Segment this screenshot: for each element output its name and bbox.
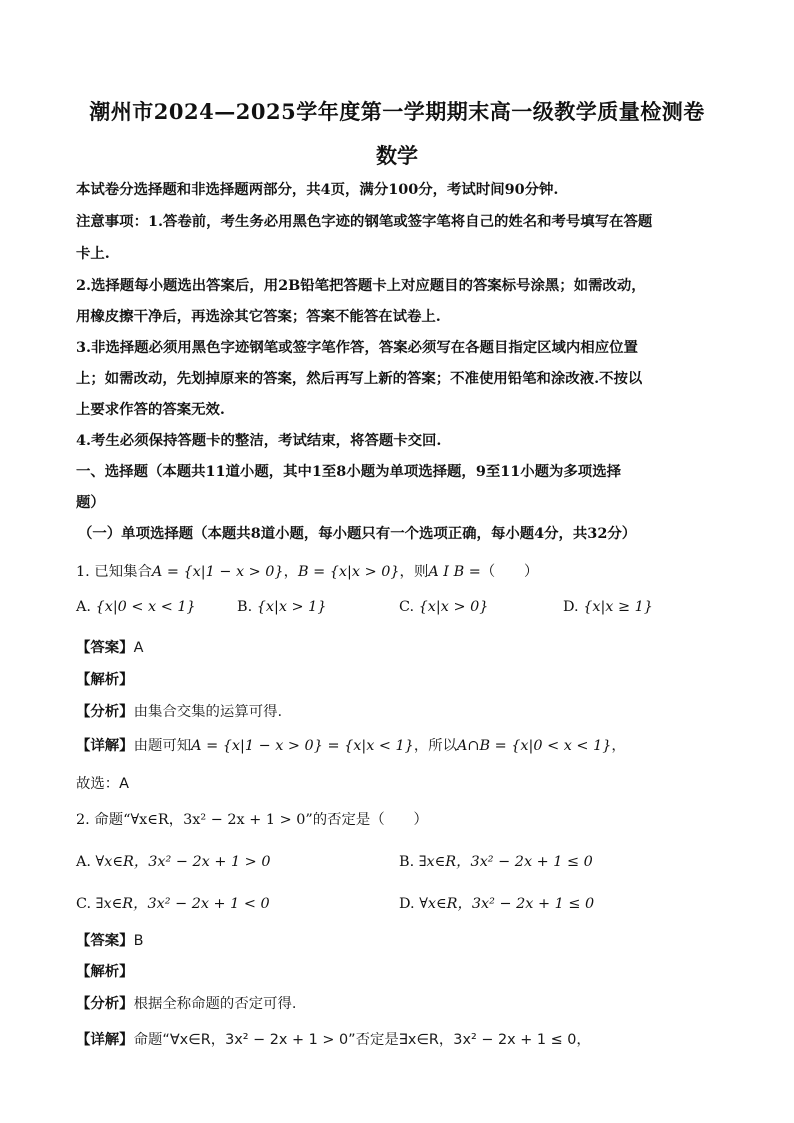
q1-fenxi [76,700,282,721]
section-heading-line-2: 题） [76,494,105,511]
note-4: 4.考生必须保持答题卡的整洁，考试结束，将答题卡交回. [76,432,442,449]
q1-detail-end: ， [611,738,626,754]
note-3-line-3: 上要求作答的答案无效. [76,401,225,418]
q1-separator: ， [283,564,298,580]
q1-analysis-label: 【解析】 [76,672,134,688]
q2-option-b [399,850,593,871]
q1-option-a [76,599,196,615]
q1-option-d [563,599,653,615]
note-2-line-1: 2.选择题每小题选出答案后，用2B铅笔把答题卡上对应题目的答案标号涂黑；如需改动， [76,277,646,294]
question-2-stem: 2. 命题“∀x∈R，3x² − 2x + 1 > 0”的否定是（ ） [76,812,428,828]
section-heading-line-1: 一、选择题（本题共11道小题，其中1至8小题为单项选择题，9至11小题为多项选择 [76,463,621,480]
q1-paren: （ ） [480,564,539,580]
sub-section-heading: （一）单项选择题（本题共8道小题，每小题只有一个选项正确，每小题4分，共32分） [78,525,637,542]
q2-answer-tag: 【答案】 [76,933,134,949]
q1-answer-tag: 【答案】 [76,640,134,656]
q1-set-a: A = {x|1 − x > 0} [151,564,284,580]
q2-option-d [399,892,594,913]
note-2-line-2: 用橡皮擦干净后，再选涂其它答案；答案不能答在试卷上. [76,308,441,325]
question-1-stem [76,560,538,581]
page-title: 潮州市2024—2025学年度第一学期期末高一级教学质量检测卷 [89,99,705,124]
q1-detail-prefix: 由题可知 [133,738,192,754]
q1-fenxi-text: 由集合交集的运算可得. [133,704,283,720]
page-subtitle: 数学 [376,143,418,168]
q1-detail-mid: ，所以 [413,738,458,754]
q1-detail-math-2: A∩B = {x|0 < x < 1} [457,738,612,754]
q2-option-b-text: ∃x∈R，3x² − 2x + 1 ≤ 0 [418,854,593,870]
q1-option-a-text: {x|0 < x < 1} [95,599,196,615]
q2-option-a [76,850,270,871]
note-3-line-2: 上；如需改动，先划掉原来的答案，然后再写上新的答案；不准使用铅笔和涂改液.不按以 [76,370,643,387]
q1-detail [76,734,626,755]
q1-answer [76,636,143,657]
q2-detail-tag: 【详解】 [76,1032,134,1048]
q1-option-d-text: {x|x ≥ 1} [583,599,653,615]
q2-analysis-label: 【解析】 [76,964,134,980]
q2-option-a-text: ∀x∈R，3x² − 2x + 1 > 0 [95,854,271,870]
q2-option-b-label: B. [399,854,415,870]
q2-fenxi-text: 根据全称命题的否定可得. [133,996,297,1012]
q1-option-d-label: D. [563,599,579,615]
q2-option-c [76,892,270,913]
q1-expression: A I B = [428,564,481,580]
q2-detail [76,1028,591,1049]
q1-detail-math-1: A = {x|1 − x > 0} = {x|x < 1} [191,738,414,754]
q2-option-c-label: C. [76,896,92,912]
q1-answer-value: A [133,640,144,656]
q1-detail-tag: 【详解】 [76,738,134,754]
q2-answer [76,929,143,950]
q1-option-b-label: B. [237,599,253,615]
q1-fenxi-tag: 【分析】 [76,704,134,720]
q1-option-c-text: {x|x > 0} [418,599,489,615]
q1-option-c-label: C. [399,599,415,615]
note-1-line-2: 卡上. [76,245,110,262]
q1-prefix: 1. 已知集合 [76,564,152,580]
note-3-line-1: 3.非选择题必须用黑色字迹钢笔或签字笔作答，答案必须写在各题目指定区域内相应位置 [76,339,638,356]
q2-option-d-label: D. [399,896,415,912]
q2-option-d-text: ∀x∈R，3x² − 2x + 1 ≤ 0 [419,896,595,912]
note-1-line-1: 注意事项：1.答卷前，考生务必用黑色字迹的钢笔或签字笔将自己的姓名和考号填写在答题 [76,213,653,230]
q2-answer-value: B [133,933,144,949]
q1-option-b-text: {x|x > 1} [256,599,327,615]
q1-analysis-tag [76,668,134,689]
q1-conclusion: 故选：A [76,776,130,792]
q1-set-b: B = {x|x > 0} [298,564,400,580]
q2-option-c-text: ∃x∈R，3x² − 2x + 1 < 0 [95,896,270,912]
exam-info: 本试卷分选择题和非选择题两部分，共4页，满分100分，考试时间90分钟. [76,181,559,198]
q2-fenxi [76,992,296,1013]
q2-option-a-label: A. [76,854,91,870]
q1-option-b [237,599,327,615]
q2-fenxi-tag: 【分析】 [76,996,134,1012]
q1-suffix: ，则 [399,564,429,580]
q2-analysis-tag [76,960,134,981]
q1-option-c [399,599,488,615]
q2-detail-text: 命题“∀x∈R，3x² − 2x + 1 > 0”否定是∃x∈R，3x² − 2x + 1 ≤ 0， [133,1032,591,1048]
q1-option-a-label: A. [76,599,91,615]
